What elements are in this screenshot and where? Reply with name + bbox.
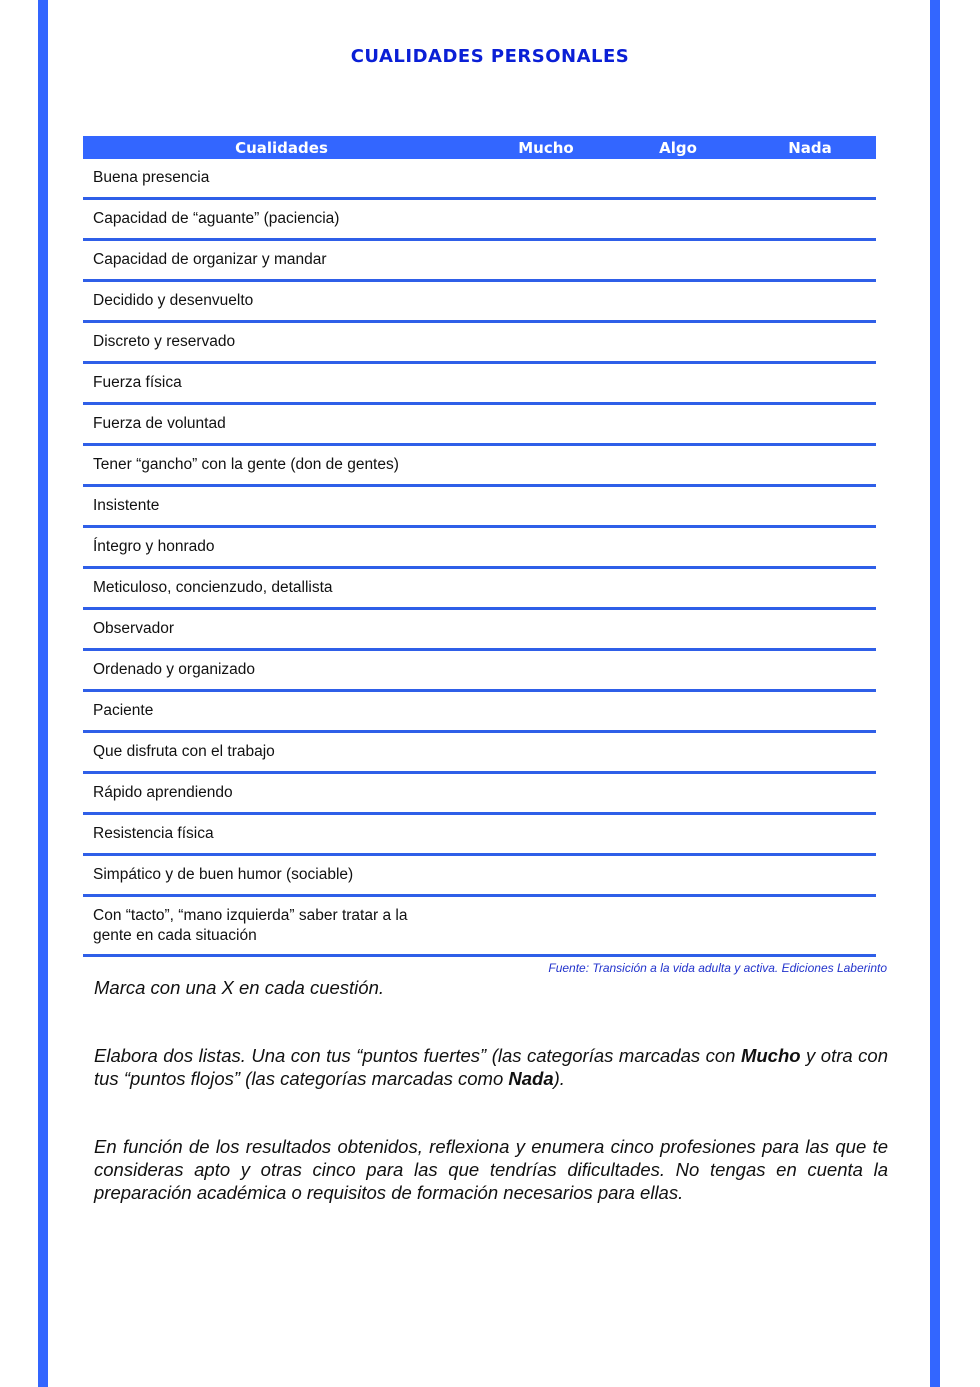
cell-mucho[interactable]: [480, 240, 612, 281]
table-row: [83, 281, 876, 322]
quality-label: Capacidad de organizar y mandar: [83, 240, 480, 281]
quality-label: Fuerza de voluntad: [83, 404, 480, 445]
table-row: [83, 159, 876, 199]
table-row: [83, 486, 876, 527]
instruction-1: Marca con una X en cada cuestión.: [94, 977, 385, 998]
cell-algo[interactable]: [612, 281, 744, 322]
cell-algo[interactable]: [612, 691, 744, 732]
cell-algo[interactable]: [612, 363, 744, 404]
cell-algo[interactable]: [612, 568, 744, 609]
cell-mucho[interactable]: [480, 281, 612, 322]
cell-nada[interactable]: [744, 855, 876, 896]
cell-nada[interactable]: [744, 445, 876, 486]
cell-algo[interactable]: [612, 445, 744, 486]
cell-mucho[interactable]: [480, 732, 612, 773]
instruction-2-nada: Nada: [508, 1068, 554, 1089]
cell-nada[interactable]: [744, 281, 876, 322]
cell-nada[interactable]: [744, 896, 876, 956]
cell-nada[interactable]: [744, 609, 876, 650]
cell-mucho[interactable]: [480, 568, 612, 609]
table-row: [83, 568, 876, 609]
cell-algo[interactable]: [612, 732, 744, 773]
quality-label: Paciente: [83, 691, 480, 732]
table-row: [83, 773, 876, 814]
cell-mucho[interactable]: [480, 159, 612, 199]
cell-algo[interactable]: [612, 855, 744, 896]
cell-algo[interactable]: [612, 240, 744, 281]
table-row: [83, 896, 876, 956]
cell-algo[interactable]: [612, 896, 744, 956]
cell-mucho[interactable]: [480, 691, 612, 732]
table-row: [83, 527, 876, 568]
header-nada: Nada: [744, 136, 876, 159]
quality-label: Meticuloso, concienzudo, detallista: [83, 568, 480, 609]
cell-mucho[interactable]: [480, 814, 612, 855]
cell-mucho[interactable]: [480, 404, 612, 445]
table-row: [83, 445, 876, 486]
instruction-2-text: Elabora dos listas. Una con tus “puntos fuertes” (las categorías marcadas con: [94, 1045, 741, 1066]
instruction-2-mucho: Mucho: [740, 1045, 801, 1066]
cell-mucho[interactable]: [480, 609, 612, 650]
table-row: [83, 363, 876, 404]
cell-algo[interactable]: [612, 322, 744, 363]
cell-mucho[interactable]: [480, 199, 612, 240]
cell-mucho[interactable]: [480, 363, 612, 404]
header-algo: Algo: [612, 136, 744, 159]
quality-label: Capacidad de “aguante” (paciencia): [83, 199, 480, 240]
cell-nada[interactable]: [744, 568, 876, 609]
cell-nada[interactable]: [744, 691, 876, 732]
cell-algo[interactable]: [612, 814, 744, 855]
table-row: [83, 732, 876, 773]
table-row: [83, 814, 876, 855]
quality-label: Íntegro y honrado: [83, 527, 480, 568]
quality-label: Ordenado y organizado: [83, 650, 480, 691]
quality-label: Observador: [83, 609, 480, 650]
cell-nada[interactable]: [744, 404, 876, 445]
table-row: [83, 855, 876, 896]
cell-nada[interactable]: [744, 650, 876, 691]
table-row: [83, 199, 876, 240]
cell-nada[interactable]: [744, 486, 876, 527]
cell-algo[interactable]: [612, 773, 744, 814]
cell-algo[interactable]: [612, 199, 744, 240]
table-row: [83, 240, 876, 281]
table-row: [83, 650, 876, 691]
cell-nada[interactable]: [744, 363, 876, 404]
left-border: [38, 0, 48, 1387]
instruction-2: [94, 1044, 888, 1090]
cell-mucho[interactable]: [480, 773, 612, 814]
cell-mucho[interactable]: [480, 855, 612, 896]
quality-label: Que disfruta con el trabajo: [83, 732, 480, 773]
cell-mucho[interactable]: [480, 322, 612, 363]
cell-mucho[interactable]: [480, 445, 612, 486]
header-cualidades: Cualidades: [83, 136, 480, 159]
cell-mucho[interactable]: [480, 486, 612, 527]
table-row: [83, 404, 876, 445]
cell-nada[interactable]: [744, 240, 876, 281]
right-border: [930, 0, 940, 1387]
cell-nada[interactable]: [744, 199, 876, 240]
cell-algo[interactable]: [612, 650, 744, 691]
quality-label: Con “tacto”, “mano izquierda” saber tratar a la gente en cada situación: [83, 896, 480, 956]
header-mucho: Mucho: [480, 136, 612, 159]
quality-label: Insistente: [83, 486, 480, 527]
cell-algo[interactable]: [612, 486, 744, 527]
cell-nada[interactable]: [744, 527, 876, 568]
instruction-2-text: y otra con tus “puntos flojos” (las categorías marcadas como: [94, 1045, 888, 1089]
cell-algo[interactable]: [612, 404, 744, 445]
cell-mucho[interactable]: [480, 527, 612, 568]
quality-label: Discreto y reservado: [83, 322, 480, 363]
page-title: CUALIDADES PERSONALES: [350, 46, 630, 67]
quality-label: Decidido y desenvuelto: [83, 281, 480, 322]
quality-label: Simpático y de buen humor (sociable): [83, 855, 480, 896]
cell-nada[interactable]: [744, 732, 876, 773]
cell-nada[interactable]: [744, 159, 876, 199]
quality-label: Rápido aprendiendo: [83, 773, 480, 814]
cell-algo[interactable]: [612, 527, 744, 568]
qualities-table: [83, 136, 876, 957]
instruction-3: En función de los resultados obtenidos, reflexiona y enumera cinco profesiones para las que te consideras apto y otras cinco para las que tendrías dificultades. No tengas en cuenta la preparación académica o requisitos de formación necesarios para ellas.: [94, 1136, 888, 1203]
quality-label: Tener “gancho” con la gente (don de gentes): [83, 445, 480, 486]
cell-mucho[interactable]: [480, 650, 612, 691]
table-row: [83, 609, 876, 650]
cell-nada[interactable]: [744, 322, 876, 363]
quality-label: Fuerza física: [83, 363, 480, 404]
source-note: Fuente: Transición a la vida adulta y activa. Ediciones Laberinto: [548, 961, 887, 975]
instruction-2-text: ).: [553, 1068, 565, 1089]
cell-algo[interactable]: [612, 609, 744, 650]
quality-label: Resistencia física: [83, 814, 480, 855]
table-header: [83, 136, 876, 159]
table-row: [83, 322, 876, 363]
cell-mucho[interactable]: [480, 896, 612, 956]
cell-nada[interactable]: [744, 773, 876, 814]
cell-nada[interactable]: [744, 814, 876, 855]
cell-algo[interactable]: [612, 159, 744, 199]
table-row: [83, 691, 876, 732]
quality-label: Buena presencia: [83, 159, 480, 199]
